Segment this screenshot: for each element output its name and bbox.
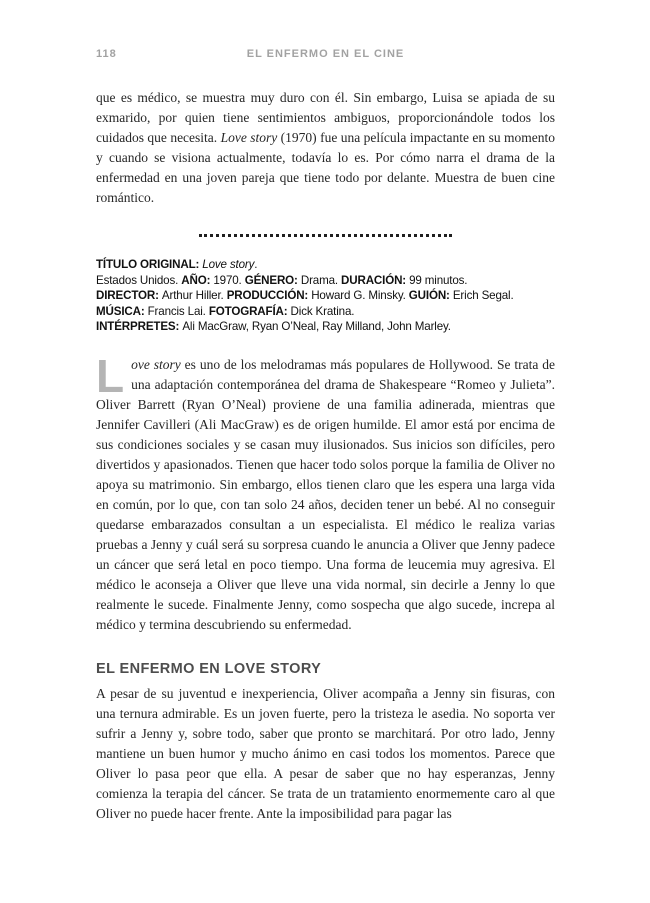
credits-line-cast: INTÉRPRETES: Ali MacGraw, Ryan O’Neal, Ray Milland, John Marley. <box>96 320 451 333</box>
credits-line-country-year: Estados Unidos. AÑO: 1970. GÉNERO: Drama. DURACIÓN: 99 minutos. <box>96 273 468 287</box>
running-title: EL ENFERMO EN EL CINE <box>246 48 405 60</box>
credits-block <box>96 257 555 335</box>
dotted-divider <box>199 234 452 237</box>
section-heading: EL ENFERMO EN LOVE STORY <box>96 660 322 677</box>
synopsis-text: ove story es uno de los melodramas más populares de Hollywood. Se trata de una adaptación contemporánea del drama de Shakespeare “Romeo y Julieta”. Oliver Barrett (Ryan O’Neal) proviene de una familia adinerada, mientras que Jennifer Cavilleri (Ali MacGraw) es de origen humilde. El amor está por encima de sus condiciones sociales y se casan muy ilusionados. Sus inicios son difíciles, pero divertidos y apasionados. Tienen que hacer todo solos porque la familia de Oliver no apoya su matrimonio. Sin embargo, ellos tienen claro que les espera una larga vida en común, por lo que, con tan solo 24 años, deciden tener un bebé. Al no conseguir quedarse embarazados consultan a un especialista. El médico le realiza varias pruebas a Jenny y cuál será su sorpresa cuando le anuncia a Oliver que Jenny padece un cáncer que será letal en poco tiempo. Una forma de leucemia muy agresiva. El médico le aconseja a Oliver que lleve una vida normal, sin decirle a Jenny lo que realmente le sucede. Finalmente Jenny, como sospecha que algo sucede, increpa al médico y termina descubriendo su enfermedad. <box>96 356 556 632</box>
dropcap-letter: L <box>96 349 125 402</box>
synopsis-paragraph <box>96 349 556 635</box>
page-content <box>96 88 555 824</box>
page-header <box>96 48 555 60</box>
page-number: 118 <box>96 48 117 60</box>
intro-paragraph: que es médico, se muestra muy duro con él. Sin embargo, Luisa se apiada de su exmarido, por quien tiene sentimientos ambiguos, proporcionándole todos los cuidados que necesita. Love story (1970) fue una película impactante en su momento y cuando se visiona actualmente, todavía lo es. Por cómo narra el drama de la enfermedad en una joven pareja que tiene todo por delante. Muestra de buen cine romántico. <box>96 90 555 205</box>
credits-line-title: TÍTULO ORIGINAL: Love story. <box>96 258 258 271</box>
section-paragraph: A pesar de su juventud e inexperiencia, Oliver acompaña a Jenny sin fisuras, con una ternura admirable. Es un joven fuerte, pero la tristeza le asedia. No soporta ver sufrir a Jenny y, sobre todo, saber que pronto se marchitará. Por otro lado, Jenny mantiene un buen humor y mucho ánimo en casi todos los momentos. Parece que Oliver lo pasa peor que ella. A pesar de saber que no hay esperanzas, Jenny comienza la terapia del cáncer. Se trata de un tratamiento enormemente caro al que Oliver no puede hacer frente. Ante la imposibilidad para pagar las <box>96 685 555 821</box>
credits-line-crew: DIRECTOR: Arthur Hiller. PRODUCCIÓN: Howard G. Minsky. GUIÓN: Erich Segal. MÚSICA: Francis Lai. FOTOGRAFÍA: Dick Kratina. <box>96 289 514 318</box>
